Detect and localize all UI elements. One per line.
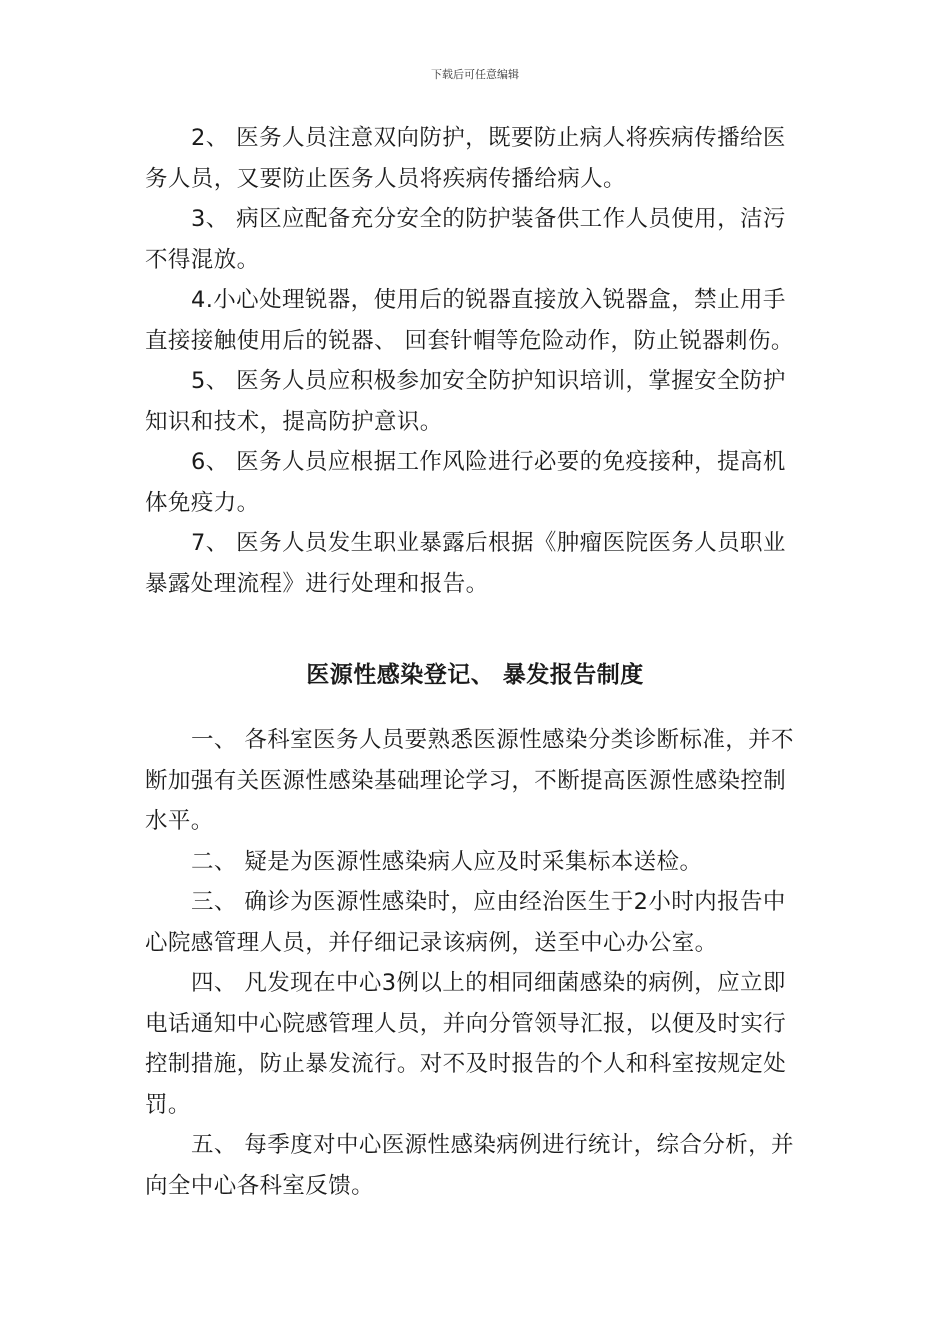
rule-item-1: 一、 各科室医务人员要熟悉医源性感染分类诊断标准，并不断加强有关医源性感染基础理论学习，不断提高医源性感染控制水平。 <box>145 727 794 834</box>
paragraph-item-7: 7、 医务人员发生职业暴露后根据《肿瘤医院医务人员职业暴露处理流程》进行处理和报告。 <box>145 530 786 597</box>
paragraph-item-6: 6、 医务人员应根据工作风险进行必要的免疫接种，提高机体免疫力。 <box>145 449 786 516</box>
rule-item-4: 四、 凡发现在中心3例以上的相同细菌感染的病例，应立即电话通知中心院感管理人员，并向分管领导汇报，以便及时实行控制措施，防止暴发流行。对不及时报告的个人和科室按规定处罚。 <box>145 970 787 1118</box>
paragraph-item-2: 2、 医务人员注意双向防护，既要防止病人将疾病传播给医务人员，又要防止医务人员将疾病传播给病人。 <box>145 125 786 192</box>
page-header-note: 下载后可任意编辑 <box>431 68 519 81</box>
paragraph-item-4: 4.小心处理锐器，使用后的锐器直接放入锐器盒，禁止用手直接接触使用后的锐器、 回套针帽等危险动作，防止锐器刺伤。 <box>145 287 794 354</box>
rule-item-2: 二、 疑是为医源性感染病人应及时采集标本送检。 <box>191 848 703 875</box>
section-title: 医源性感染登记、 暴发报告制度 <box>306 662 644 688</box>
reporting-rules-section <box>145 720 805 1206</box>
rule-item-3: 三、 确诊为医源性感染时，应由经治医生于2小时内报告中心院感管理人员，并仔细记录该病例，送至中心办公室。 <box>145 889 786 956</box>
paragraph-item-3: 3、 病区应配备充分安全的防护装备供工作人员使用，洁污不得混放。 <box>145 206 786 273</box>
paragraph-item-5: 5、 医务人员应积极参加安全防护知识培训，掌握安全防护知识和技术，提高防护意识。 <box>145 368 786 435</box>
protection-measures-section <box>145 118 805 604</box>
rule-item-5: 五、 每季度对中心医源性感染病例进行统计，综合分析，并向全中心各科室反馈。 <box>145 1132 794 1199</box>
